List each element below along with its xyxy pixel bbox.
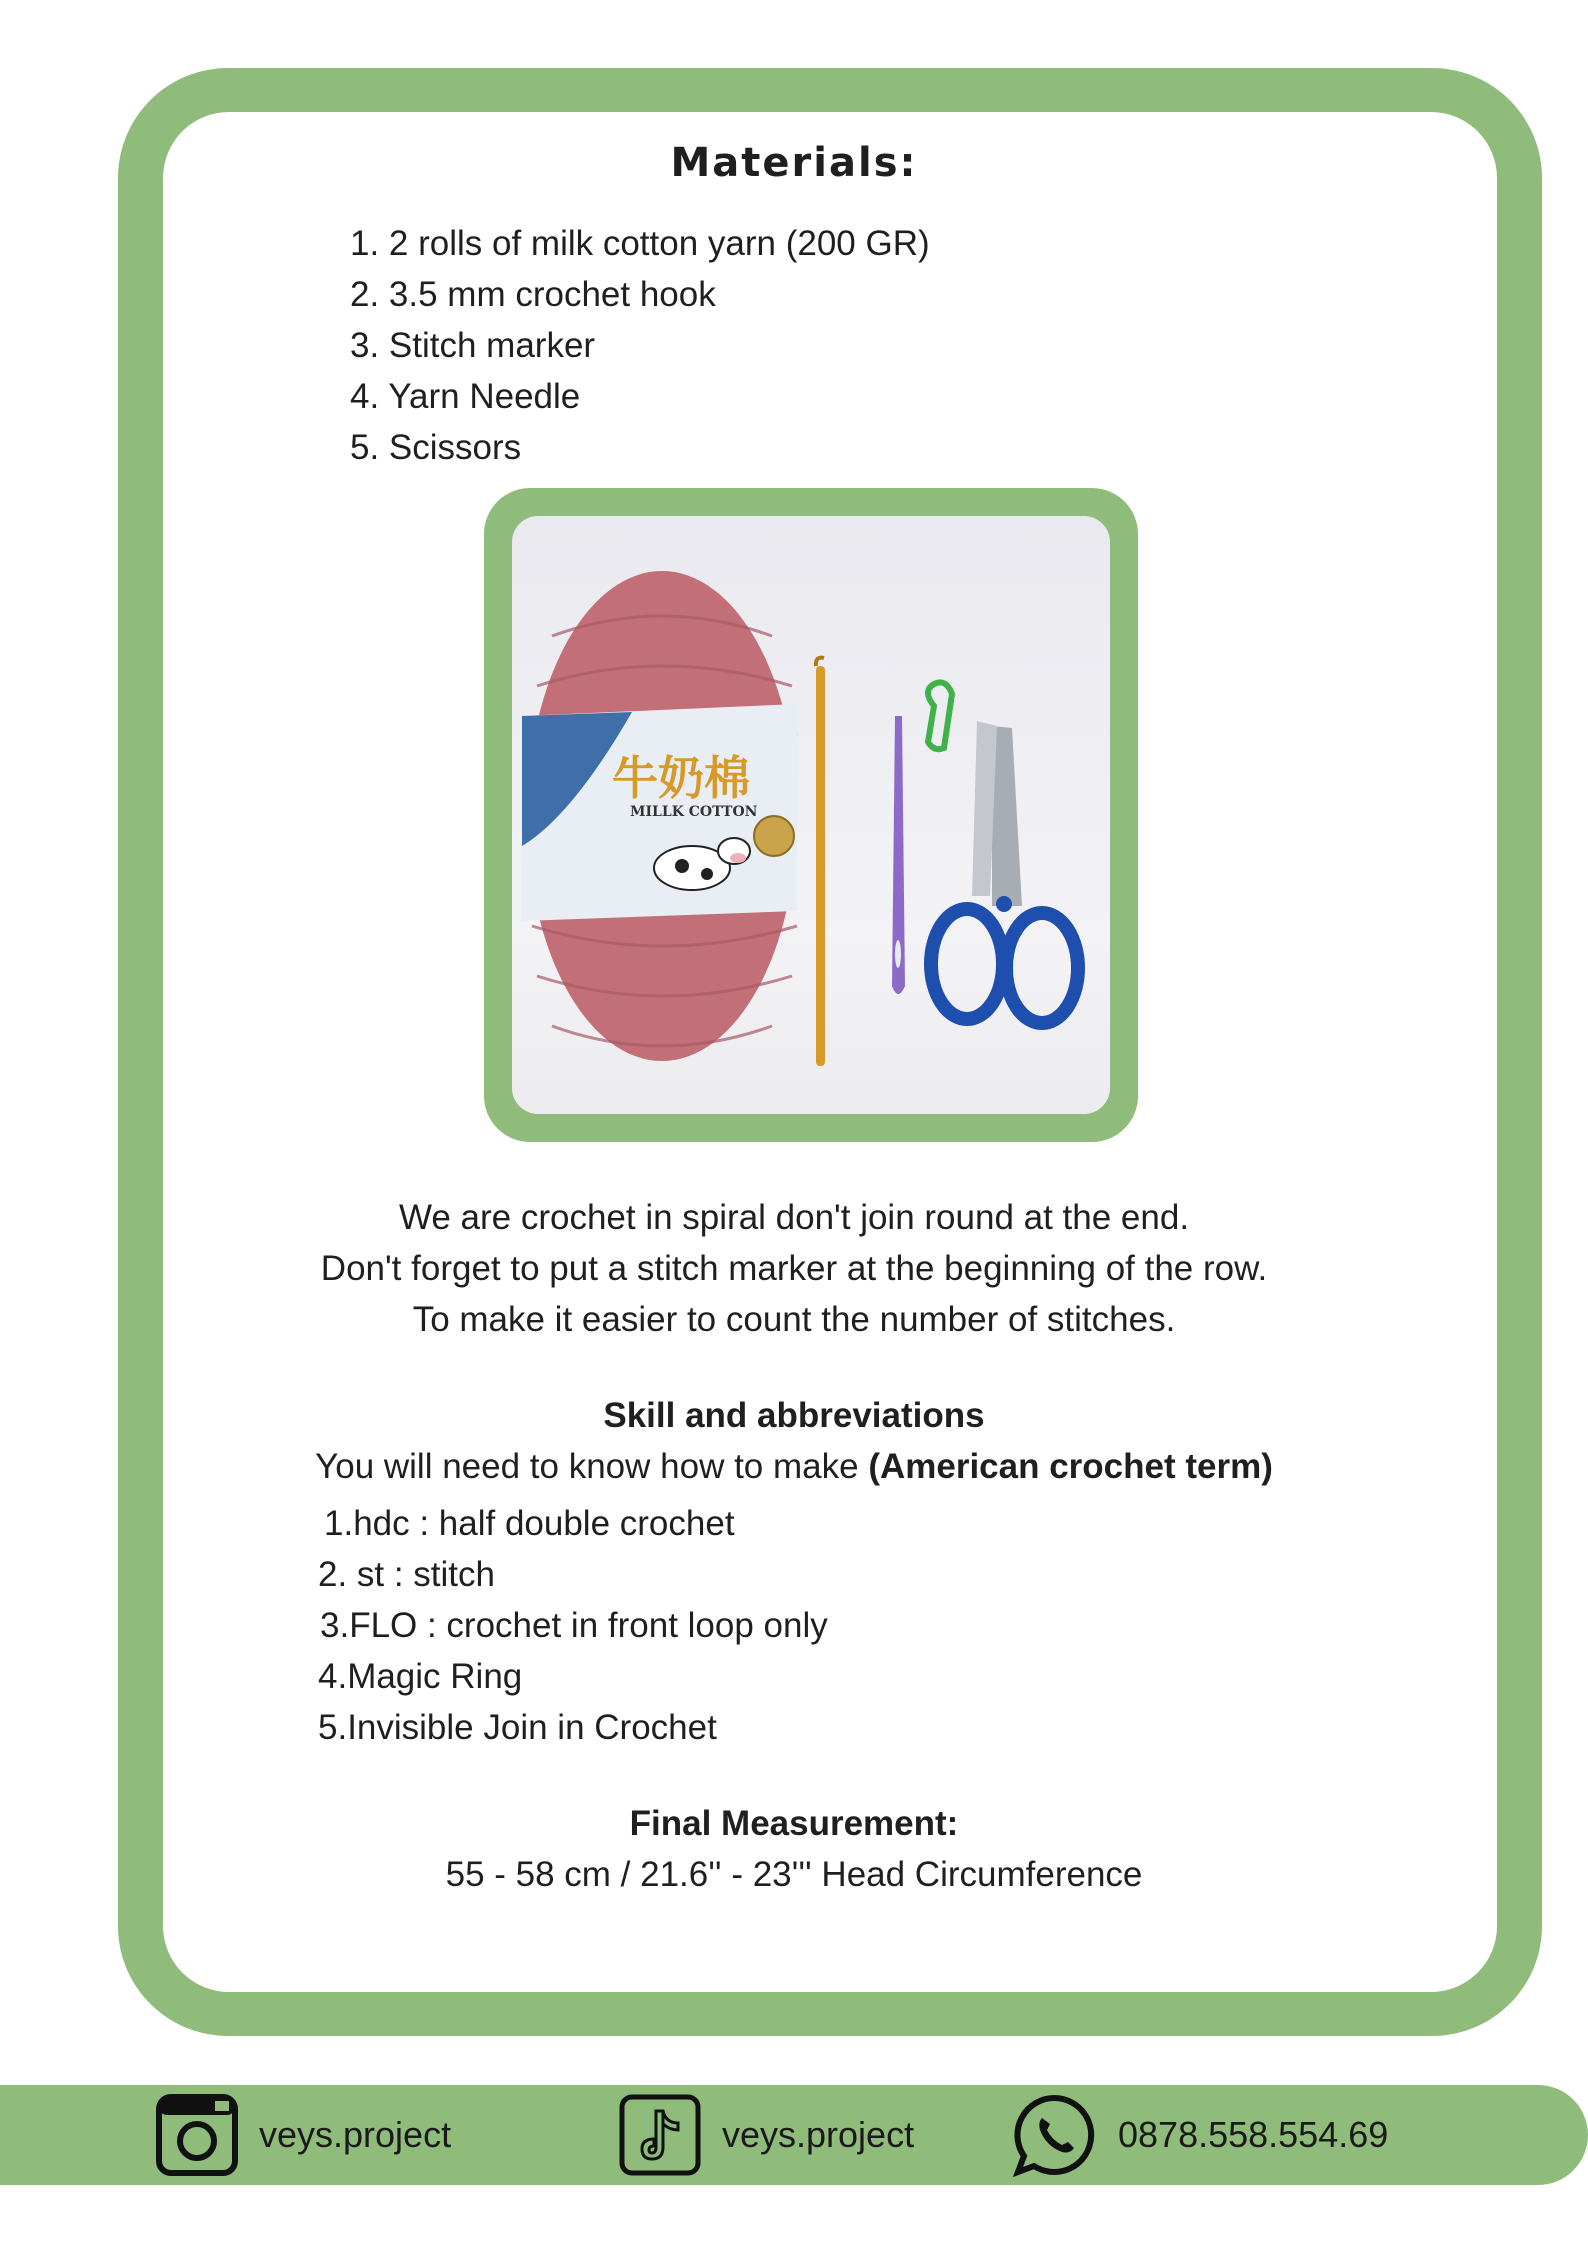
list-item: 5. Scissors <box>350 428 522 467</box>
tiktok-link[interactable] <box>618 2085 914 2185</box>
list-item: 1. 2 rolls of milk cotton yarn (200 GR) <box>350 224 930 263</box>
materials-list <box>350 218 930 473</box>
whatsapp-link[interactable] <box>1012 2085 1388 2185</box>
skills-intro-text: You will need to know how to make <box>315 1447 859 1486</box>
final-measurement-value: 55 - 58 cm / 21.6'' - 23''' Head Circumference <box>445 1855 1143 1894</box>
tiktok-handle: veys.project <box>722 2114 915 2155</box>
label-chinese-text: 牛奶棉 <box>612 751 750 805</box>
skills-intro-term: (American crochet term) <box>868 1447 1273 1486</box>
whatsapp-icon <box>1012 2092 1098 2178</box>
instruction-line: Don't forget to put a stitch marker at the beginning of the row. <box>320 1249 1268 1288</box>
yarn-ball-image <box>522 571 797 1061</box>
list-item: 3.FLO : crochet in front loop only <box>320 1606 828 1645</box>
tiktok-icon <box>618 2093 702 2177</box>
list-item: 1.hdc : half double crochet <box>324 1504 735 1543</box>
spiral-instructions <box>0 1192 1588 1345</box>
crochet-hook-image <box>816 658 825 1066</box>
materials-title: Materials: <box>670 140 918 186</box>
label-english-text: MILLK COTTON <box>630 804 758 820</box>
materials-illustration <box>512 516 1110 1114</box>
instruction-line: We are crochet in spiral don't join round at the end. <box>398 1198 1190 1237</box>
instruction-line: To make it easier to count the number of stitches. <box>412 1300 1176 1339</box>
skills-intro <box>0 1447 1588 1487</box>
instagram-handle: veys.project <box>259 2114 452 2155</box>
materials-photo-frame <box>484 488 1138 1142</box>
list-item: 4. Yarn Needle <box>350 377 581 416</box>
skills-title: Skill and abbreviations <box>603 1396 985 1435</box>
instagram-icon <box>155 2093 239 2177</box>
final-measurement-title: Final Measurement: <box>629 1804 959 1843</box>
abbreviations-list <box>318 1498 828 1753</box>
yarn-needle-image <box>892 716 905 994</box>
scissors-image <box>931 721 1078 1023</box>
list-item: 2. 3.5 mm crochet hook <box>350 275 716 314</box>
stitch-marker-image <box>928 682 952 749</box>
materials-photo <box>512 516 1110 1114</box>
list-item: 4.Magic Ring <box>318 1657 523 1696</box>
list-item: 3. Stitch marker <box>350 326 596 365</box>
list-item: 2. st : stitch <box>318 1555 495 1594</box>
contact-footer <box>0 2085 1588 2185</box>
whatsapp-number: 0878.558.554.69 <box>1118 2114 1389 2155</box>
instagram-link[interactable] <box>155 2085 451 2185</box>
list-item: 5.Invisible Join in Crochet <box>318 1708 717 1747</box>
